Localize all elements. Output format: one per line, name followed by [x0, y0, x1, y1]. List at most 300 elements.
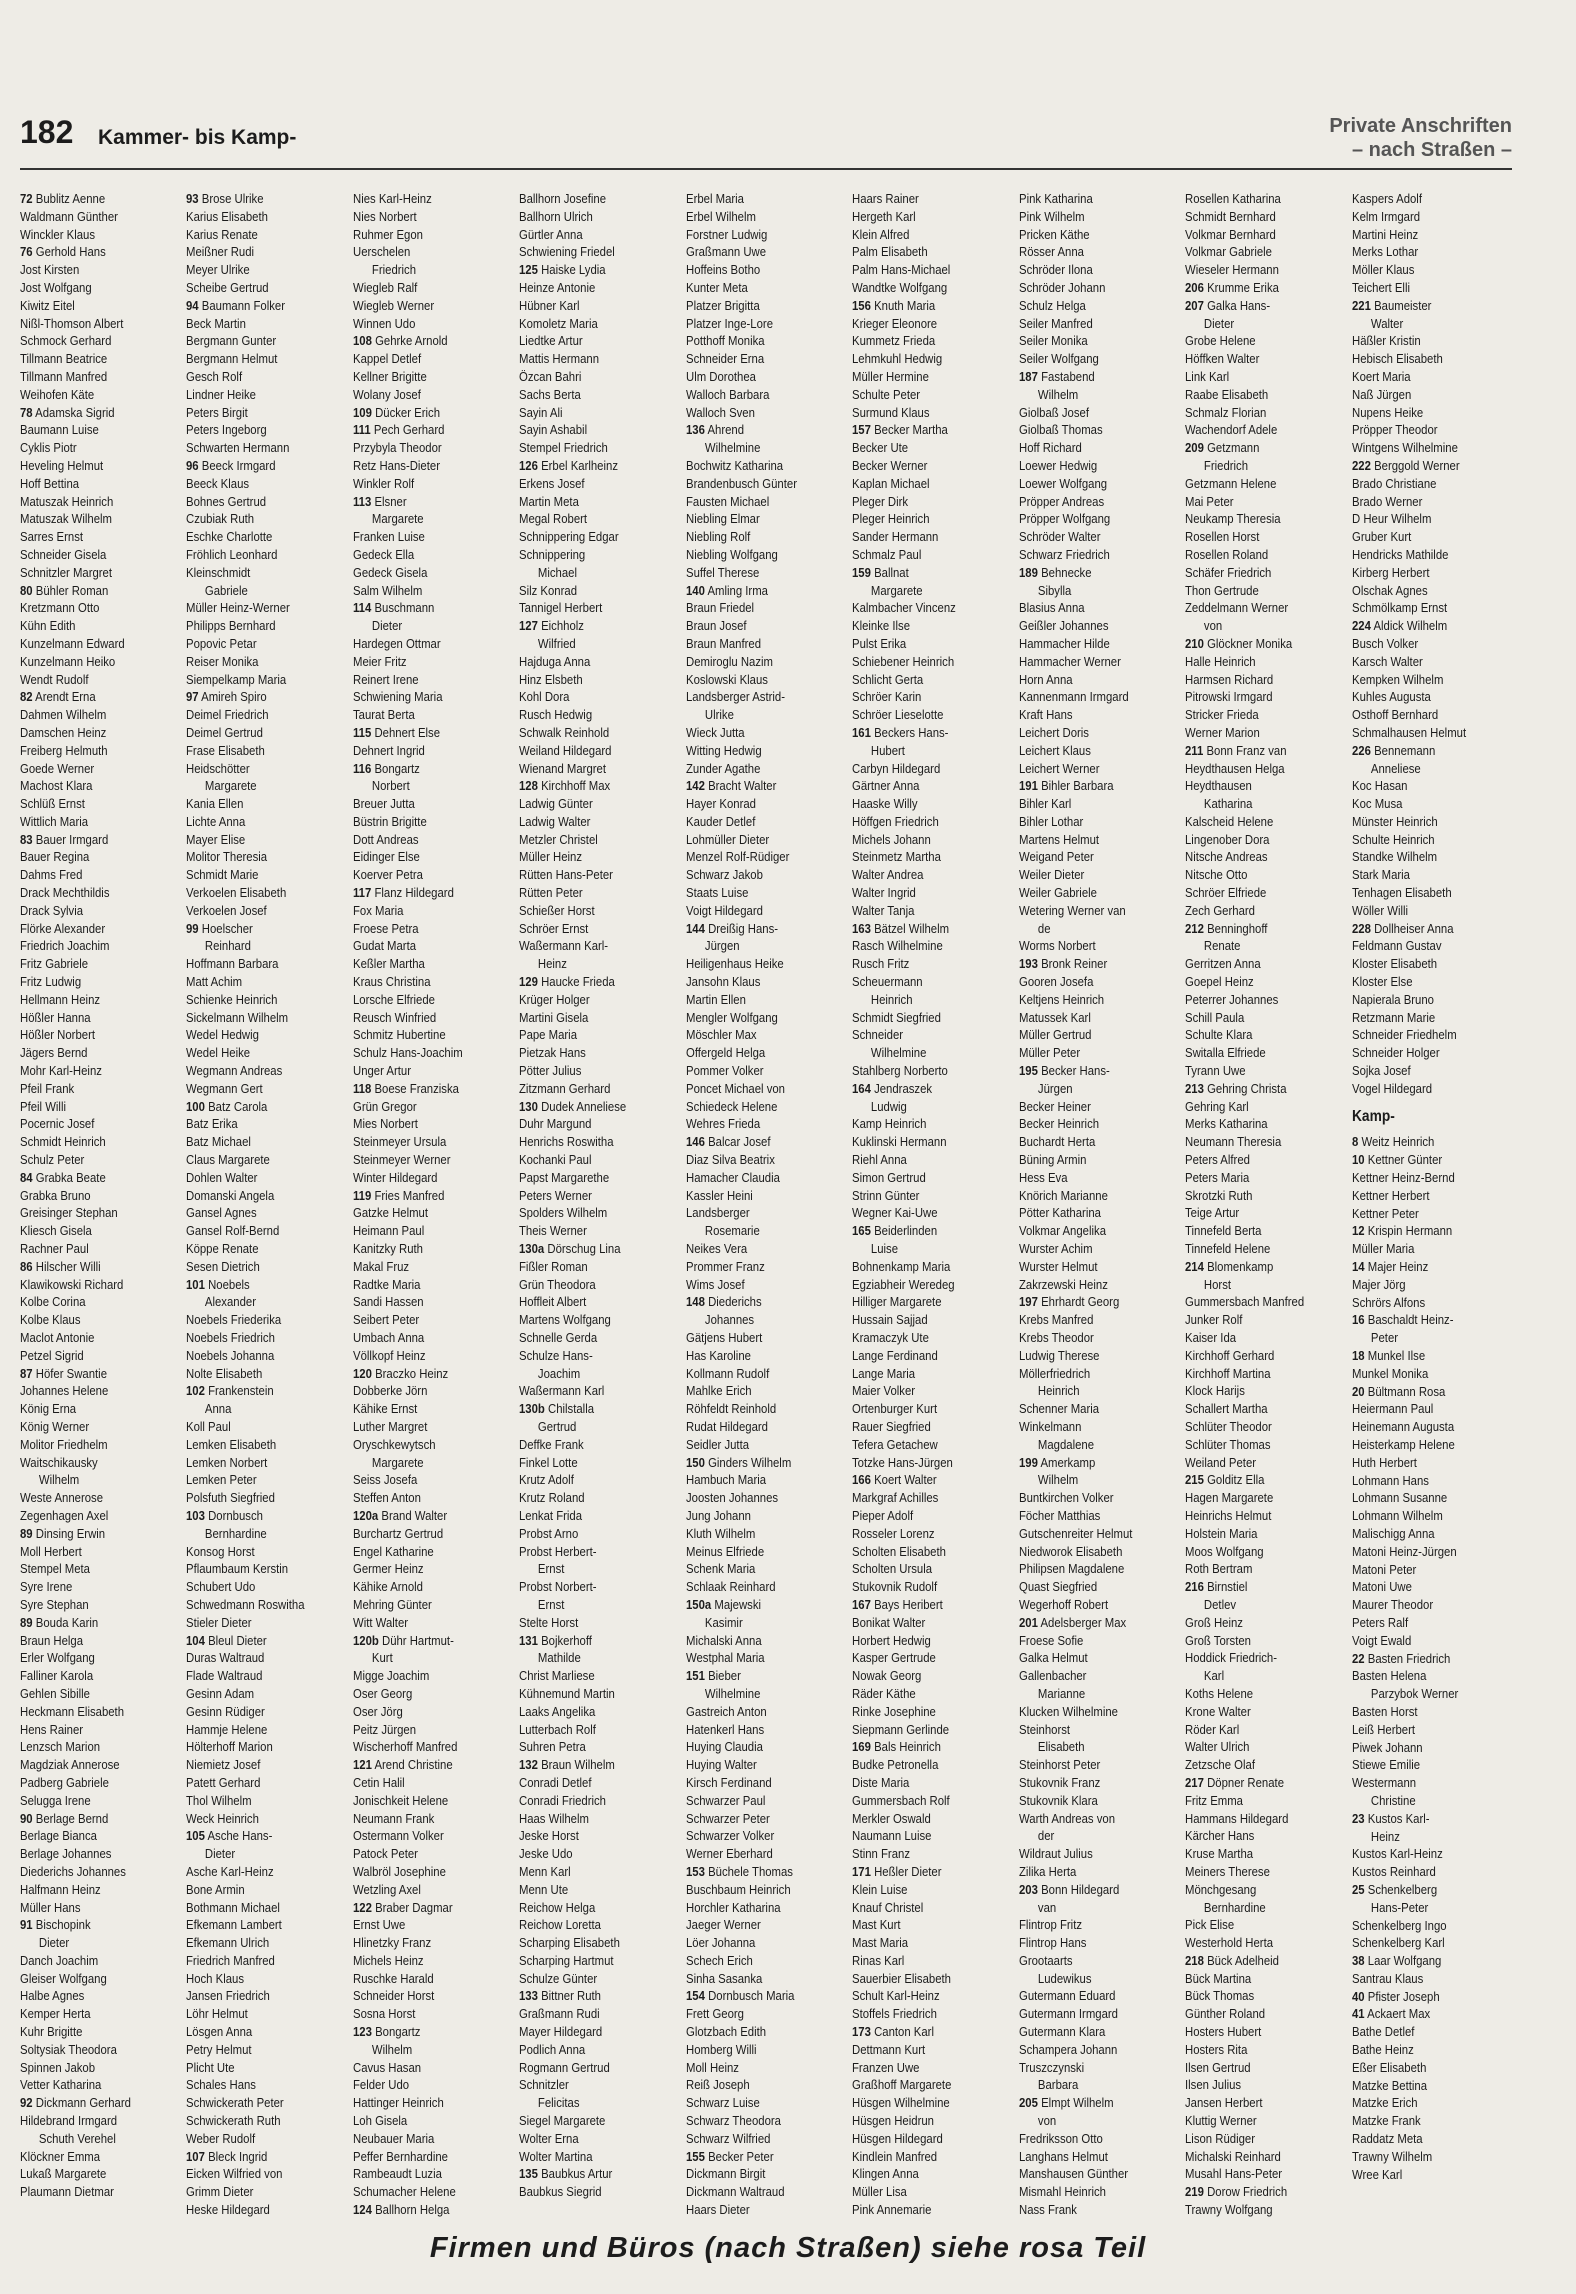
directory-entry: 89 Bouda Karin [20, 1614, 99, 1630]
directory-entry: Rambeaudt Luzia [352, 2166, 442, 2182]
entry-continuation: Ernst [538, 1596, 565, 1612]
directory-entry: Wegmann Gert [186, 1080, 264, 1096]
directory-entry: Gätjens Hubert [685, 1330, 763, 1345]
house-number: 114 [352, 600, 372, 616]
house-number: 119 [352, 1187, 372, 1203]
directory-entry: Wienand Margret [519, 760, 607, 776]
directory-entry: Spolders Wilhelm [519, 1205, 608, 1221]
directory-entry: Lange Maria [852, 1365, 916, 1381]
directory-entry: Grimm Dieter [186, 2184, 254, 2200]
directory-entry: Zitzmann Gerhard [519, 1080, 611, 1096]
entry-continuation: Margarete [371, 1454, 424, 1470]
directory-entry: Werner Eberhard [685, 1846, 773, 1862]
directory-entry: Frett Georg [685, 2006, 744, 2022]
directory-entry: Weiler Gabriele [1018, 885, 1097, 901]
directory-entry: Pricken Käthe [1018, 226, 1090, 242]
house-number: 96 [186, 457, 200, 473]
directory-entry: Majer Jörg [1351, 1276, 1406, 1292]
directory-column [686, 190, 846, 2220]
directory-entry: 111 Pech Gerhard [352, 422, 445, 438]
directory-entry: Landsberger [685, 1205, 750, 1221]
directory-entry: Matuszak Wilhelm [20, 511, 113, 527]
directory-entry: Gärtner Anna [852, 778, 920, 794]
directory-entry: Siegel Margarete [519, 2113, 606, 2129]
directory-entry: 209 Getzmann [1185, 440, 1260, 456]
directory-entry: Hüsgen Heidrun [852, 2113, 935, 2129]
directory-entry: Hilliger Margarete [852, 1294, 942, 1310]
house-number: 20 [1351, 1383, 1365, 1399]
house-number: 221 [1351, 297, 1371, 313]
entry-continuation: Ernst [538, 1561, 565, 1577]
directory-entry: Nißl-Thomson Albert [20, 315, 124, 331]
directory-entry: Horchler Katharina [685, 1899, 781, 1915]
directory-entry: Schießer Horst [519, 902, 595, 918]
directory-entry: Hlinetzky Franz [352, 1935, 432, 1951]
directory-entry: Flade Waltraud [186, 1668, 263, 1684]
directory-entry: Erkens Josef [519, 475, 585, 491]
directory-entry: 89 Dinsing Erwin [20, 1525, 106, 1541]
directory-entry: Schneider Gisela [20, 546, 107, 562]
directory-entry: Pieper Adolf [852, 1507, 914, 1523]
directory-entry: Witting Hedwig [685, 742, 762, 758]
directory-entry: Kannenmann Irmgard [1018, 689, 1129, 705]
house-number: 163 [852, 920, 872, 936]
directory-entry: Czubiak Ruth [186, 511, 255, 527]
directory-entry: Bück Martina [1185, 1970, 1252, 1986]
directory-entry: 83 Bauer Irmgard [20, 831, 109, 847]
directory-entry: Zegenhagen Axel [20, 1507, 109, 1523]
directory-entry: Danch Joachim [20, 1952, 99, 1968]
directory-entry: Waßermann Karl [519, 1383, 605, 1399]
directory-entry: Müller Heinz [519, 849, 583, 865]
directory-entry: Lenzsch Marion [20, 1739, 101, 1755]
directory-entry: Grün Gregor [352, 1098, 417, 1114]
directory-entry: Musahl Hans-Peter [1185, 2166, 1283, 2182]
directory-entry: Kirchhoff Martina [1185, 1365, 1271, 1381]
directory-entry: Merks Lothar [1351, 244, 1418, 260]
directory-entry: 212 Benninghoff [1185, 920, 1268, 936]
house-number: 120a [352, 1507, 379, 1523]
directory-entry: Wildraut Julius [1018, 1846, 1093, 1862]
entry-continuation: Christine [1370, 1792, 1416, 1808]
directory-entry: Krutz Adolf [519, 1472, 575, 1488]
directory-entry: Michalski Reinhard [1185, 2148, 1281, 2164]
directory-entry: Friedrich Manfred [186, 1952, 276, 1968]
directory-entry: Stahlberg Norberto [852, 1063, 949, 1079]
directory-entry: Lutterbach Rolf [519, 1721, 597, 1737]
directory-entry: Gesinn Adam [186, 1685, 255, 1701]
house-number: 214 [1185, 1258, 1205, 1274]
directory-entry: Westerhold Herta [1185, 1935, 1274, 1951]
directory-entry: Hellmann Heinz [20, 991, 101, 1007]
directory-entry: Kuklinski Hermann [852, 1134, 947, 1150]
directory-entry: Lösgen Anna [186, 2024, 253, 2040]
directory-entry: 125 Haiske Lydia [519, 262, 606, 278]
house-number: 121 [352, 1757, 372, 1773]
directory-entry: Molitor Friedhelm [20, 1436, 108, 1452]
directory-entry: Schwickerath Ruth [186, 2113, 281, 2129]
directory-entry: Hoffleit Albert [519, 1294, 587, 1310]
directory-entry: Kettner Herbert [1351, 1187, 1430, 1203]
entry-continuation: Margarete [371, 511, 424, 527]
directory-entry: Walter Ulrich [1185, 1739, 1250, 1755]
directory-entry: 38 Laar Wolfgang [1351, 1953, 1441, 1969]
entry-continuation: Horst [1204, 1276, 1232, 1292]
directory-entry: Koerver Petra [352, 867, 423, 883]
directory-entry: Flintrop Hans [1018, 1935, 1087, 1951]
directory-entry: Steinhorst Peter [1018, 1757, 1100, 1773]
entry-continuation: Margarete [205, 778, 258, 794]
directory-entry: Klock Harijs [1185, 1383, 1245, 1399]
directory-entry: Graßmann Rudi [519, 2006, 601, 2022]
house-number: 23 [1351, 1810, 1365, 1826]
directory-entry: Zeddelmann Werner [1185, 600, 1289, 616]
house-number: 164 [852, 1080, 872, 1096]
directory-entry: 197 Ehrhardt Georg [1018, 1294, 1119, 1310]
directory-entry: Müller Peter [1018, 1045, 1080, 1061]
directory-entry: Erler Wolfgang [20, 1650, 95, 1666]
directory-entry: Schneider Erna [685, 351, 764, 367]
directory-entry: Retzmann Marie [1351, 1009, 1435, 1025]
directory-entry: Matussek Karl [1018, 1009, 1091, 1025]
directory-entry: Kuhr Brigitte [20, 2024, 83, 2040]
directory-entry: Moos Wolfgang [1185, 1543, 1264, 1559]
directory-entry: 154 Dornbusch Maria [685, 1988, 795, 2004]
page-title: Kammer- bis Kamp- [98, 126, 297, 149]
directory-entry: Teige Artur [1185, 1205, 1240, 1221]
directory-entry: Tenhagen Elisabeth [1351, 885, 1452, 901]
directory-entry: Stinn Franz [852, 1846, 911, 1862]
directory-entry: Taurat Berta [352, 707, 415, 723]
directory-entry: Schröder Walter [1018, 529, 1101, 545]
directory-entry: Tinnefeld Berta [1185, 1223, 1262, 1239]
directory-entry: Goepel Heinz [1185, 974, 1254, 990]
directory-entry: Pröpper Theodor [1351, 422, 1438, 438]
house-number: 103 [186, 1507, 206, 1523]
directory-entry: Mast Maria [852, 1935, 909, 1951]
entry-continuation: Wilhelm [371, 2041, 413, 2057]
directory-entry: Kluth Wilhelm [685, 1525, 756, 1541]
entry-continuation: Gabriele [205, 582, 249, 598]
directory-entry: Nowak Georg [852, 1668, 922, 1684]
directory-entry: Heinze Antonie [519, 279, 596, 295]
entry-continuation: Wilhelmine [704, 440, 761, 456]
directory-entry: Laaks Angelika [519, 1703, 596, 1719]
directory-entry: Rosellen Horst [1185, 529, 1260, 545]
directory-entry: Papst Margarethe [519, 1169, 610, 1185]
directory-entry: 123 Bongartz [352, 2024, 421, 2040]
directory-entry: 113 Elsner [352, 493, 407, 509]
house-number: 193 [1018, 956, 1038, 972]
entry-continuation: Dieter [1204, 315, 1235, 331]
house-number: 38 [1351, 1953, 1365, 1969]
directory-entry: Philipps Bernhard [186, 618, 276, 634]
entry-continuation: Anna [205, 1401, 232, 1417]
directory-entry: Neumann Frank [352, 1810, 435, 1826]
directory-entry: Oryschkewytsch [352, 1436, 436, 1452]
directory-entry: 166 Koert Walter [852, 1472, 937, 1488]
directory-entry: Gesinn Rüdiger [186, 1703, 266, 1719]
entry-continuation: Dieter [205, 1846, 236, 1862]
directory-entry: Becker Heinrich [1018, 1116, 1099, 1132]
directory-entry: Matoni Peter [1351, 1561, 1416, 1577]
directory-entry: Flörke Alexander [20, 920, 106, 936]
directory-entry: Hardegen Ottmar [352, 635, 441, 651]
directory-entry: Winter Hildegard [352, 1169, 438, 1185]
directory-column [20, 190, 180, 2220]
directory-entry: Kamp Heinrich [852, 1116, 927, 1132]
entry-continuation: Heinrich [871, 991, 913, 1007]
directory-entry: Zunder Agathe [685, 760, 761, 776]
directory-entry: Karius Renate [186, 226, 259, 242]
directory-entry: Seidler Jutta [685, 1436, 749, 1452]
directory-entry: Sesen Dietrich [186, 1258, 261, 1274]
directory-entry: Rudat Hildegard [685, 1418, 768, 1434]
directory-entry: Palm Elisabeth [852, 244, 928, 260]
directory-entry: Lohmann Susanne [1351, 1490, 1447, 1506]
directory-entry: Schwarten Hermann [186, 440, 290, 456]
directory-entry: Ladwig Walter [519, 813, 591, 829]
directory-entry: Bergmann Helmut [186, 351, 278, 367]
directory-entry: Patock Peter [352, 1846, 418, 1862]
directory-entry: Kähike Ernst [352, 1401, 418, 1417]
directory-entry: Kania Ellen [186, 796, 244, 812]
directory-entry: Stukovnik Franz [1018, 1774, 1100, 1790]
house-number: 140 [685, 582, 705, 598]
directory-entry: Niemietz Josef [186, 1757, 261, 1773]
entry-continuation: Luise [871, 1241, 899, 1257]
directory-entry: Klöckner Emma [20, 2148, 101, 2164]
directory-entry: Diederichs Johannes [20, 1863, 126, 1879]
directory-entry: Popovic Petar [186, 635, 258, 651]
directory-entry: Giolbaß Josef [1018, 404, 1089, 420]
directory-entry: 120b Dühr Hartmut- [352, 1632, 454, 1648]
directory-entry: Keltjens Heinrich [1018, 991, 1104, 1007]
directory-entry: Mai Peter [1185, 493, 1234, 509]
directory-entry: Unger Artur [352, 1063, 411, 1079]
directory-entry: Polsfuth Siegfried [186, 1490, 276, 1506]
directory-entry: 25 Schenkelberg [1351, 1881, 1437, 1897]
directory-entry: Lemken Peter [186, 1472, 258, 1488]
directory-entry: Pink Katharina [1018, 191, 1093, 206]
directory-entry: Magdziak Annerose [20, 1757, 120, 1773]
directory-entry: Kähike Arnold [352, 1579, 423, 1595]
directory-entry: Michels Heinz [352, 1952, 424, 1968]
directory-entry: Knörich Marianne [1018, 1187, 1108, 1203]
directory-entry: 228 Dollheiser Anna [1351, 920, 1454, 936]
directory-entry: Dickmann Waltraud [685, 2184, 785, 2200]
directory-entry: Pink Wilhelm [1018, 208, 1085, 224]
directory-entry: Schwarzer Peter [685, 1810, 770, 1826]
entry-continuation: Karl [1204, 1668, 1225, 1684]
house-number: 136 [685, 422, 705, 438]
directory-entry: Schröer Elfriede [1185, 885, 1267, 901]
entry-continuation: Jürgen [1037, 1080, 1073, 1096]
directory-entry: Tillmann Beatrice [20, 351, 108, 367]
directory-entry: Pötter Katharina [1018, 1205, 1101, 1221]
directory-entry: Dettmann Kurt [852, 2041, 926, 2057]
directory-entry: Kasper Gertrude [852, 1650, 937, 1666]
entry-continuation: Detlev [1204, 1596, 1237, 1612]
directory-entry: Cavus Hasan [352, 2059, 421, 2075]
directory-entry: Bück Thomas [1185, 1988, 1255, 2004]
directory-entry: Nolte Elisabeth [186, 1365, 263, 1381]
house-number: 210 [1185, 635, 1205, 651]
directory-columns [20, 190, 1512, 2220]
directory-entry: Wegerhoff Robert [1018, 1596, 1108, 1612]
directory-entry: Weiland Hildegard [519, 742, 612, 758]
directory-entry: Fox Maria [352, 902, 404, 918]
directory-entry: Schmalz Florian [1185, 404, 1267, 420]
directory-entry: Groß Torsten [1185, 1632, 1252, 1648]
directory-entry: Schulte Klara [1185, 1027, 1253, 1043]
directory-entry: Schulz Peter [20, 1152, 85, 1168]
house-number: 72 [20, 191, 33, 206]
house-number: 133 [519, 1988, 539, 2004]
directory-entry: Mönchgesang [1185, 1881, 1257, 1897]
directory-entry: Ruhmer Egon [352, 226, 423, 242]
directory-entry: Kärcher Hans [1185, 1828, 1255, 1844]
directory-entry: 156 Knuth Maria [852, 297, 936, 313]
directory-entry: 84 Grabka Beate [20, 1169, 106, 1185]
directory-entry: Trawny Wilhelm [1351, 2148, 1432, 2164]
directory-entry: Halle Heinrich [1185, 653, 1256, 669]
directory-entry: Eicken Wilfried von [186, 2166, 283, 2182]
directory-entry: Schienke Heinrich [186, 991, 278, 1007]
directory-entry: Wegmann Andreas [186, 1063, 283, 1079]
directory-entry: 148 Diederichs [685, 1294, 762, 1310]
directory-entry: Stricker Frieda [1185, 707, 1259, 723]
house-number: 89 [20, 1614, 33, 1630]
directory-entry: Kleinschmidt [186, 564, 251, 580]
directory-entry: Deimel Gertrud [186, 724, 264, 740]
entry-continuation: Hans-Peter [1370, 1899, 1428, 1915]
directory-entry: Krebs Theodor [1018, 1330, 1094, 1345]
house-number: 105 [186, 1828, 206, 1844]
directory-entry: Tyrann Uwe [1185, 1063, 1246, 1079]
house-number: 127 [519, 618, 539, 634]
directory-entry: Voigt Hildegard [685, 902, 763, 918]
directory-entry: Schneider Friedhelm [1351, 1027, 1457, 1043]
entry-continuation: de [1037, 920, 1051, 936]
house-number: 211 [1185, 742, 1204, 758]
house-number: 109 [352, 404, 372, 420]
house-number: 195 [1018, 1063, 1038, 1079]
directory-entry: Schampera Johann [1018, 2041, 1118, 2057]
directory-entry: Witt Walter [352, 1614, 408, 1630]
directory-entry: Hayer Konrad [685, 796, 756, 812]
directory-entry: Forstner Ludwig [685, 226, 768, 242]
directory-entry: 128 Kirchhoff Max [519, 778, 611, 794]
directory-entry: Keßler Martha [352, 956, 425, 972]
entry-continuation: Dieter [38, 1935, 70, 1951]
directory-entry: Spinnen Jakob [20, 2059, 96, 2075]
directory-entry: Krieger Eleonore [852, 315, 938, 331]
directory-entry: Wolter Erna [519, 2130, 580, 2146]
directory-entry: Meiners Therese [1185, 1863, 1271, 1879]
directory-entry: 163 Bätzel Wilhelm [852, 920, 950, 936]
house-number: 189 [1018, 564, 1038, 580]
directory-entry: Moll Heinz [685, 2059, 739, 2075]
directory-entry: Brado Christiane [1351, 475, 1437, 491]
house-number: 87 [20, 1365, 33, 1381]
directory-entry: 117 Flanz Hildegard [352, 885, 454, 901]
directory-entry: Westphal Maria [685, 1650, 765, 1666]
directory-entry: Michels Johann [852, 831, 932, 847]
directory-entry: Schenner Maria [1018, 1401, 1099, 1417]
directory-entry: 171 Heßler Dieter [852, 1863, 942, 1879]
directory-entry: Schmitz Hubertine [352, 1027, 446, 1043]
directory-entry: Ballhorn Josefine [519, 191, 607, 206]
page-header [20, 112, 1512, 172]
directory-entry: Link Karl [1185, 368, 1230, 384]
house-number: 142 [685, 778, 705, 794]
entry-continuation: Margarete [871, 582, 923, 598]
house-number: 18 [1351, 1348, 1365, 1363]
directory-entry: Neumann Theresia [1185, 1134, 1282, 1150]
directory-entry: Migge Joachim [352, 1668, 430, 1684]
house-number: 165 [852, 1223, 872, 1239]
directory-entry: Schneider [852, 1027, 904, 1043]
directory-entry: Schwalk Reinhold [519, 724, 610, 740]
directory-entry: Conradi Detlef [519, 1774, 592, 1790]
directory-entry: Egziabheir Weredeg [852, 1276, 955, 1292]
directory-entry: 144 Dreißig Hans- [685, 920, 778, 936]
directory-entry: Wöller Willi [1351, 902, 1408, 918]
entry-continuation: Dieter [371, 618, 403, 634]
directory-entry: Selugga Irene [20, 1792, 91, 1808]
directory-entry: Rusch Fritz [852, 956, 910, 972]
directory-entry: Heske Hildegard [186, 2202, 271, 2218]
directory-entry: Bothmann Michael [186, 1899, 281, 1915]
directory-entry: Sickelmann Wilhelm [186, 1009, 289, 1025]
directory-entry: Heiermann Paul [1351, 1401, 1433, 1417]
directory-entry: Schlüter Thomas [1185, 1436, 1271, 1452]
directory-entry: Münster Heinrich [1351, 813, 1438, 829]
directory-entry: Rösser Anna [1018, 244, 1084, 260]
directory-entry: Kustos Karl-Heinz [1351, 1846, 1443, 1862]
directory-entry: Suhren Petra [519, 1739, 587, 1755]
house-number: 101 [186, 1276, 206, 1292]
directory-entry: 130 Dudek Anneliese [519, 1098, 627, 1114]
directory-entry: Probst Arno [519, 1525, 579, 1541]
directory-entry: Peitz Jürgen [352, 1721, 416, 1737]
directory-entry: Skrotzki Ruth [1185, 1187, 1253, 1203]
directory-entry: Gehlen Sibille [20, 1685, 90, 1701]
directory-entry: Niedworok Elisabeth [1018, 1543, 1123, 1559]
directory-entry: Hüsgen Hildegard [852, 2130, 944, 2146]
directory-entry: Surmund Klaus [852, 404, 930, 420]
directory-entry: Rachner Paul [20, 1241, 89, 1257]
entry-continuation: Friedrich [1204, 457, 1249, 473]
directory-entry: 224 Aldick Wilhelm [1351, 618, 1447, 634]
directory-entry: Leichert Doris [1018, 724, 1089, 740]
directory-entry: Loewer Wolfgang [1018, 475, 1107, 491]
directory-entry: Mayer Elise [186, 831, 246, 847]
directory-entry: 217 Döpner Renate [1185, 1774, 1285, 1790]
directory-entry: Strinn Günter [852, 1187, 920, 1203]
entry-continuation: Rosemarie [704, 1223, 760, 1239]
directory-entry: Heidschötter [186, 760, 251, 776]
directory-entry: Jung Johann [685, 1507, 751, 1523]
entry-continuation: Marianne [1037, 1685, 1085, 1701]
house-number: 14 [1351, 1259, 1365, 1275]
directory-entry: 105 Asche Hans- [186, 1828, 273, 1844]
house-number: 171 [852, 1863, 872, 1879]
directory-entry: Kühnemund Martin [519, 1685, 616, 1701]
directory-entry: Diaz Silva Beatrix [685, 1152, 775, 1168]
directory-entry: Klingen Anna [852, 2166, 920, 2182]
